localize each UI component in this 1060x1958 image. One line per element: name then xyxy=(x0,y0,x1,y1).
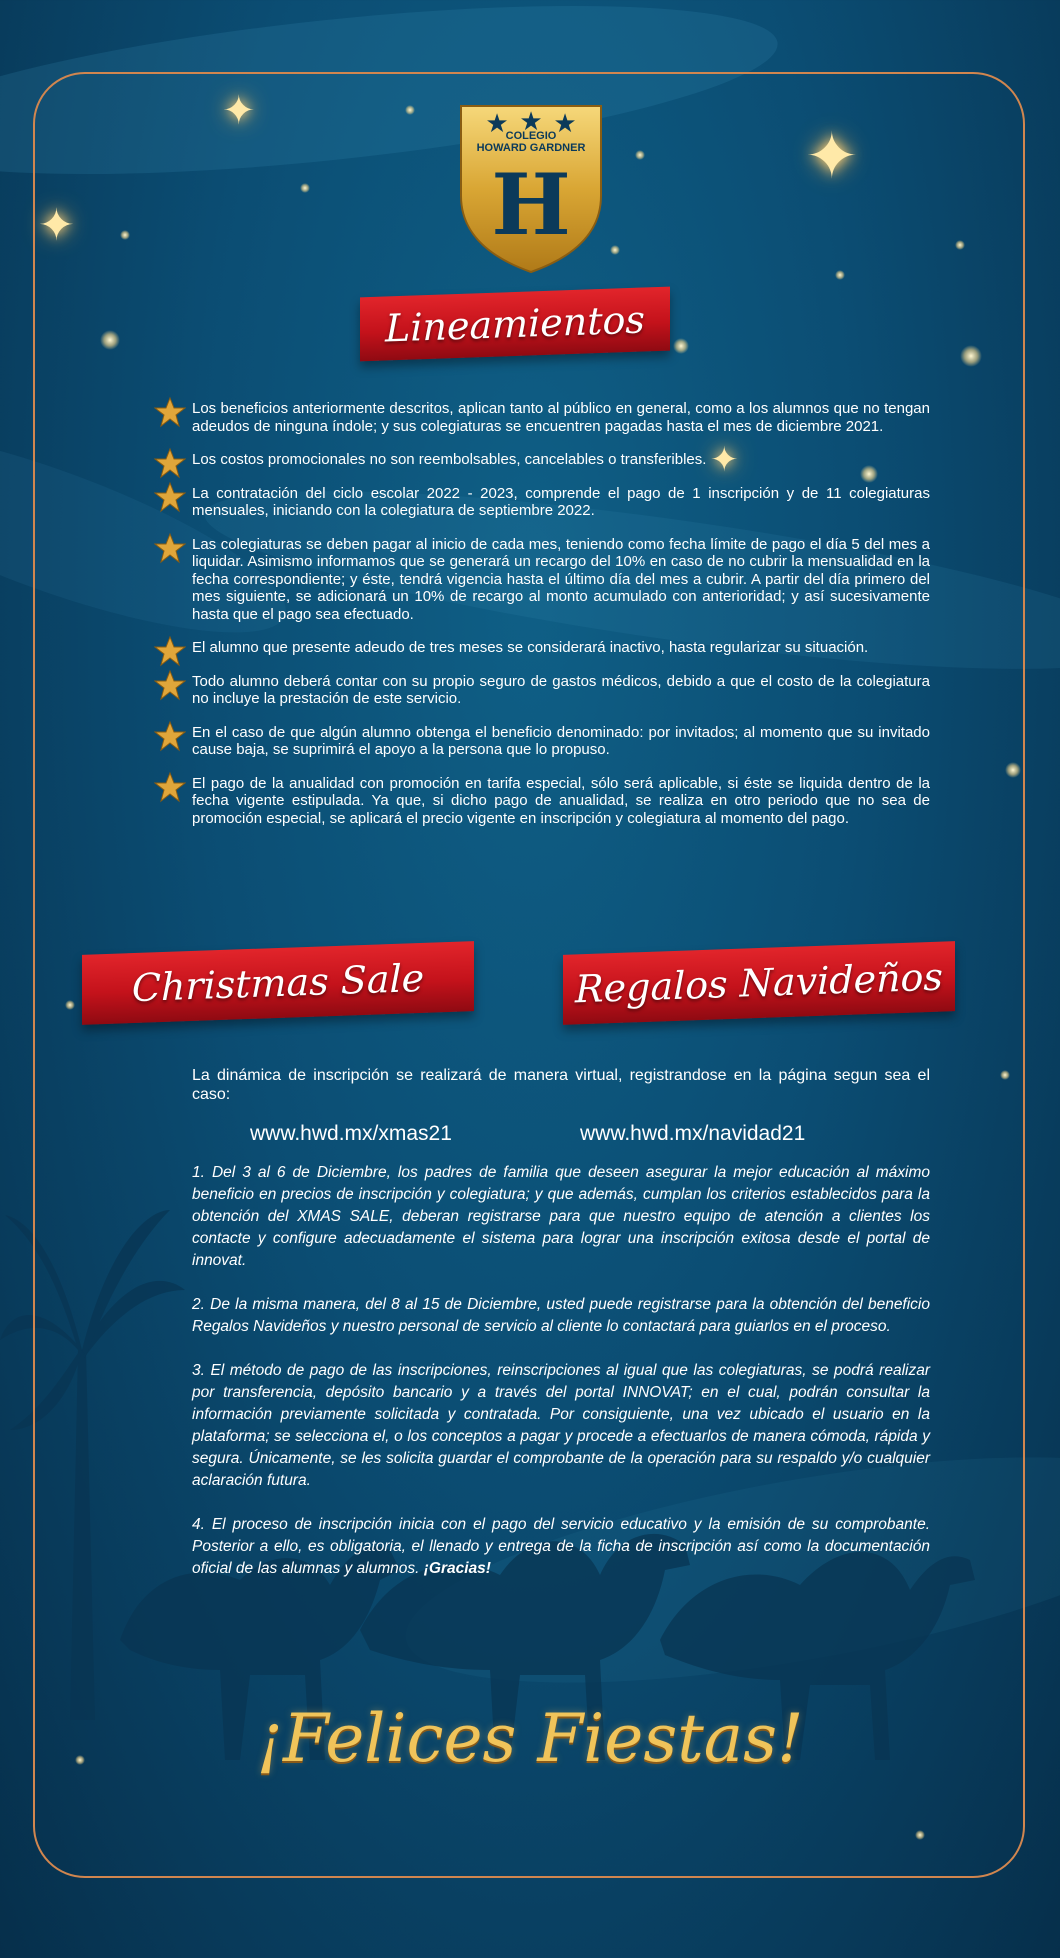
instruction-paragraph: 3. El método de pago de las inscripciones, reinscripciones al igual que las colegiaturas, se podrá realizar por transferencia, depósito bancario y a través del portal INNOVAT; en el cual, podrán consultar la información previamente solicitada y contratada. Por consiguiente, una vez ubicado el usuario en la plataforma; se selecciona el, o los conceptos a pagar y procede a efectuarlos de manera cómoda, rápida y segura. Únicamente, se les solicita guardar el comprobante de la operación para su respaldo y/o cualquier aclaración futura. xyxy=(192,1362,930,1489)
guideline-item: En el caso de que algún alumno obtenga el beneficio denominado: por invitados; al momento que su invitado cause baja, se suprimirá el apoyo a la persona que lo propuso. xyxy=(154,724,930,759)
guideline-item: Los costos promocionales no son reembolsables, cancelables o transferibles. xyxy=(154,451,930,469)
gold-star-bullet-icon xyxy=(154,447,186,479)
logo-line2: HOWARD GARDNER xyxy=(476,142,586,154)
sparkle-star-icon: ✦ xyxy=(805,120,859,194)
guideline-item: Las colegiaturas se deben pagar al inicio de cada mes, teniendo como fecha límite de pago el día 5 del mes a liquidar. Asimismo informamos que se generará un recargo del 10% en caso de no cubrir la mensualidad en la fecha correspondiente; y éste, tendrá vigencia hasta el último día del mes a cubrir. A partir del día primero del mes siguiente, se adicionará un 10% de recargo al monto acumulado con anterioridad; y así sucesivamente hasta que el pago sea efectuado. xyxy=(154,536,930,624)
sparkle-star-icon: ✦ xyxy=(38,200,75,251)
christmas-sale-ribbon xyxy=(82,941,474,1025)
svg-text:★: ★ xyxy=(485,109,509,139)
svg-text:★: ★ xyxy=(553,109,577,139)
instructions xyxy=(192,1162,930,1602)
regalos-navidenos-title: Regalos Navideños xyxy=(575,954,943,1012)
gold-star-bullet-icon xyxy=(154,635,186,667)
gold-star-bullet-icon xyxy=(154,720,186,752)
gold-star-bullet-icon xyxy=(154,669,186,701)
svg-text:★: ★ xyxy=(519,107,543,137)
school-logo xyxy=(455,100,607,276)
xmas-url-link[interactable]: www.hwd.mx/xmas21 xyxy=(250,1122,452,1145)
regalos-navidenos-ribbon xyxy=(563,941,955,1025)
christmas-sale-title: Christmas Sale xyxy=(131,955,425,1011)
gold-star-bullet-icon xyxy=(154,481,186,513)
gold-star-bullet-icon xyxy=(154,396,186,428)
guideline-item: Los beneficios anteriormente descritos, aplican tanto al público en general, como a los alumnos que no tengan adeudos de ninguna índole; y sus colegiaturas se encuentren pagadas hasta el mes de diciembre 2021. xyxy=(154,400,930,435)
sparkle-star-icon: ✦ xyxy=(222,88,256,134)
guidelines-list xyxy=(154,400,930,843)
lineamientos-ribbon xyxy=(360,287,670,362)
thanks-text: ¡Gracias! xyxy=(423,1560,491,1577)
sparkle-star-icon: ✦ xyxy=(710,440,739,480)
guideline-item: El pago de la anualidad con promoción en tarifa especial, sólo será aplicable, si éste se liquida dentro de la fecha vigente estipulada. Ya que, si dicho pago de anualidad, se realiza en otro periodo que no sea de promoción especial, se aplicará el precio vigente en inscripción y colegiatura al momento del pago. xyxy=(154,775,930,828)
instruction-paragraph: 4. El proceso de inscripción inicia con el pago del servicio educativo y la emisión de su comprobante. Posterior a ello, es obligatoria, el llenado y entrega de la ficha de inscripción así como la documentación oficial de las alumnas y alumnos. ¡Gracias! xyxy=(192,1516,930,1577)
lineamientos-title: Lineamientos xyxy=(385,297,645,351)
navidad-url-link[interactable]: www.hwd.mx/navidad21 xyxy=(580,1122,806,1145)
instruction-paragraph: 1. Del 3 al 6 de Diciembre, los padres de familia que deseen asegurar la mejor educación al máximo beneficio en precios de inscripción y colegiatura; y que además, cumplan los criterios establecidos para la obtención del XMAS SALE, deberan registrarse para que nuestro equipo de atención a clientes los contacte y configure adecuadamente el sistema para lograr una inscripción exitosa desde el portal de innovat. xyxy=(192,1164,930,1269)
logo-line1: COLEGIO xyxy=(505,130,557,142)
felices-fiestas-title: ¡Felices Fiestas! xyxy=(256,1700,804,1777)
logo-letter: H xyxy=(491,155,571,254)
shield-logo-icon xyxy=(455,100,607,276)
gold-star-bullet-icon xyxy=(154,532,186,564)
registration-intro: La dinámica de inscripción se realizará de manera virtual, registrandose en la página segun sea el caso: xyxy=(192,1067,930,1103)
guideline-item: La contratación del ciclo escolar 2022 - 2023, comprende el pago de 1 inscripción y de 11 colegiaturas mensuales, iniciando con la colegiatura de septiembre 2022. xyxy=(154,485,930,520)
instruction-paragraph: 2. De la misma manera, del 8 al 15 de Diciembre, usted puede registrarse para la obtención del beneficio Regalos Navideños y nuestro personal de servicio al cliente lo contactará para guiarlos en el proceso. xyxy=(192,1296,930,1335)
gold-star-bullet-icon xyxy=(154,771,186,803)
guideline-item: El alumno que presente adeudo de tres meses se considerará inactivo, hasta regularizar su situación. xyxy=(154,639,930,657)
guideline-item: Todo alumno deberá contar con su propio seguro de gastos médicos, debido a que el costo de la colegiatura no incluye la prestación de este servicio. xyxy=(154,673,930,708)
